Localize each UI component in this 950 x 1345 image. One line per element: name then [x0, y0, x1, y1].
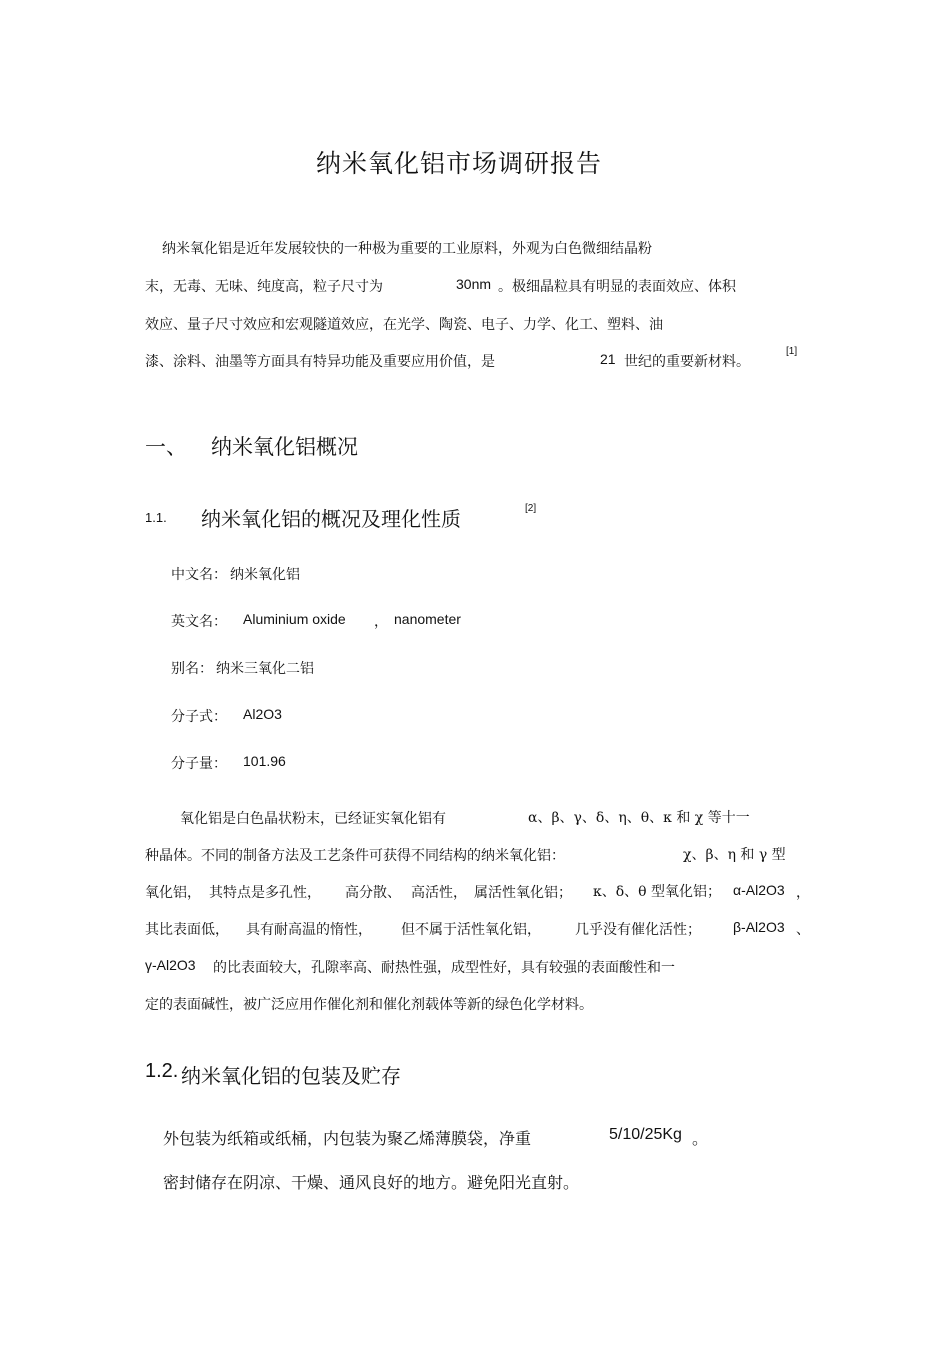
intro-line-2a: 末，无毒、无味、纯度高，粒子尺寸为 — [145, 279, 383, 295]
crystal-line-2a: 种晶体。不同的制备方法及工艺条件可获得不同结构的纳米氧化铝： — [145, 848, 565, 864]
crystal-line-6: 定的表面碱性，被广泛应用作催化剂和催化剂载体等新的绿色化学材料。 — [145, 997, 593, 1013]
section-1-1-title: 纳米氧化铝的概况及理化性质 — [201, 507, 461, 531]
crystal-line-4f: 、 — [796, 922, 810, 938]
prop-english-sep: ， — [374, 614, 388, 630]
section-1-number: 一、 — [145, 435, 187, 459]
intro-line-3: 效应、量子尺寸效应和宏观隧道效应，在光学、陶瓷、电子、力学、化工、塑料、油 — [145, 317, 663, 333]
intro-line-1: 纳米氧化铝是近年发展较快的一种极为重要的工业原料，外观为白色微细结晶粉 — [162, 241, 652, 257]
crystal-line-4c: 但不属于活性氧化铝， — [401, 922, 541, 938]
crystal-line-5a: γ-Al2O3 — [145, 957, 196, 973]
crystal-line-3d: 高活性， — [411, 885, 467, 901]
prop-value-english-name-extra: nanometer — [394, 611, 461, 627]
crystal-line-3e: 属活性氧化铝； — [474, 885, 572, 901]
crystal-line-4e: β-Al2O3 — [733, 919, 785, 935]
crystal-line-3c: 高分散、 — [345, 885, 401, 901]
prop-label-alias: 别名： — [171, 661, 213, 677]
citation-2: [2] — [525, 503, 537, 514]
packaging-line-1b: 5/10/25Kg — [609, 1126, 682, 1143]
intro-line-4c: 世纪的重要新材料。 — [624, 354, 750, 370]
crystal-line-1a: 氧化铝是白色晶状粉末，已经证实氧化铝有 — [180, 811, 446, 827]
prop-value-chinese-name: 纳米氧化铝 — [230, 567, 300, 583]
intro-line-4b: 21 — [600, 351, 616, 367]
prop-label-formula: 分子式： — [171, 709, 227, 725]
crystal-line-4a: 其比表面低， — [145, 922, 229, 938]
section-1-2-title: 纳米氧化铝的包装及贮存 — [181, 1064, 401, 1088]
section-1-1-number: 1.1. — [145, 510, 167, 525]
prop-label-english-name: 英文名： — [171, 614, 227, 630]
prop-label-molar-mass: 分子量： — [171, 756, 227, 772]
prop-value-alias: 纳米三氧化二铝 — [216, 661, 314, 677]
section-1-title: 纳米氧化铝概况 — [211, 435, 358, 459]
packaging-line-1c: 。 — [692, 1129, 709, 1148]
crystal-line-3f: κ、δ、θ 型氧化铝； — [593, 884, 722, 900]
prop-value-molar-mass: 101.96 — [243, 753, 286, 769]
intro-line-2b: 30nm — [456, 276, 492, 292]
intro-line-4a: 漆、涂料、油墨等方面具有特异功能及重要应用价值，是 — [145, 354, 495, 370]
prop-label-chinese-name: 中文名： — [171, 567, 227, 583]
crystal-line-3b: 其特点是多孔性， — [209, 885, 321, 901]
citation-1: [1] — [786, 346, 798, 357]
prop-value-english-name: Aluminium oxide — [243, 611, 346, 627]
crystal-line-3a: 氧化铝， — [145, 885, 201, 901]
crystal-line-2b: χ、β、η 和 γ 型 — [683, 847, 786, 863]
crystal-line-1b: α、β、γ、δ、η、θ、κ 和 χ 等十一 — [528, 810, 750, 826]
crystal-line-3g: α-Al2O3 — [733, 882, 785, 898]
page-title: 纳米氧化铝市场调研报告 — [316, 149, 603, 178]
packaging-line-2: 密封储存在阴凉、干燥、通风良好的地方。避免阳光直射。 — [163, 1173, 580, 1192]
crystal-line-5b: 的比表面较大，孔隙率高、耐热性强，成型性好，具有较强的表面酸性和一 — [213, 960, 675, 976]
section-1-2-number: 1.2. — [145, 1060, 179, 1082]
prop-value-formula: Al2O3 — [243, 706, 282, 722]
packaging-line-1a: 外包装为纸箱或纸桶，内包装为聚乙烯薄膜袋，净重 — [163, 1129, 532, 1148]
crystal-line-4d: 几乎没有催化活性； — [575, 922, 701, 938]
intro-line-2c: 。极细晶粒具有明显的表面效应、体积 — [498, 279, 736, 295]
crystal-line-3h: ， — [796, 885, 810, 901]
crystal-line-4b: 具有耐高温的惰性， — [246, 922, 372, 938]
